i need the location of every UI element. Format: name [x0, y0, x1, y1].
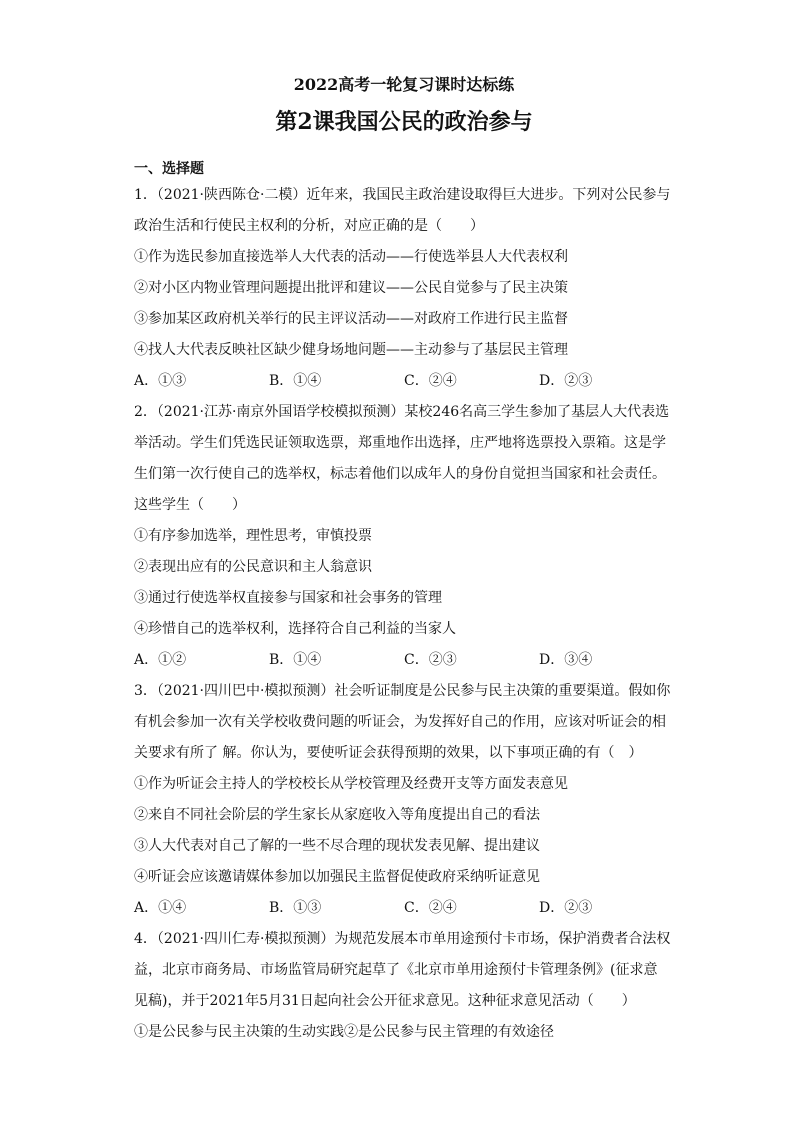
question-4 [134, 924, 674, 1048]
question-line: 生们第一次行使自己的选举权，标志着他们以成年人的身份自觉担当国家和社会责任。 [134, 466, 666, 482]
question-line: 这些学生（ ） [134, 497, 246, 513]
question-line: 关要求有所了 解。你认为，要使听证会获得预期的效果，以下事项正确的有（ ） [134, 745, 643, 761]
question-1 [134, 180, 674, 397]
answer-option-b: B．①④ [269, 373, 322, 389]
answer-option-d: D．②③ [539, 373, 593, 389]
question-line: ①有序参加选举，理性思考，审慎投票 [134, 528, 372, 544]
question-line: ③通过行使选举权直接参与国家和社会事务的管理 [134, 590, 442, 606]
answer-option-d: D．②③ [539, 900, 593, 916]
answer-option-a: A．①④ [134, 900, 187, 916]
question-line: ①是公民参与民主决策的生动实践②是公民参与民主管理的有效途径 [134, 1024, 554, 1040]
question-stem: 2．（2021·江苏·南京外国语学校模拟预测）某校246名高三学生参加了基层人大代表选 [134, 404, 670, 420]
answer-options [134, 893, 674, 924]
question-stem: 1．（2021·陕西陈仓·二模）近年来，我国民主政治建设取得巨大进步。下列对公民参与 [134, 187, 671, 203]
question-line: ①作为听证会主持人的学校校长从学校管理及经费开支等方面发表意见 [134, 776, 568, 792]
question-line: ③人大代表对自己了解的一些不尽合理的现状发表见解、提出建议 [134, 838, 540, 854]
question-line: ③参加某区政府机关举行的民主评议活动——对政府工作进行民主监督 [134, 311, 568, 327]
document-title: 2022高考一轮复习课时达标练 [293, 75, 515, 94]
question-2 [134, 397, 674, 676]
answer-option-a: A．①③ [134, 373, 187, 389]
question-line: 见稿)，并于2021年5月31日起向社会公开征求意见。这种征求意见活动（ ） [134, 993, 636, 1009]
section-heading: 一、选择题 [134, 161, 204, 177]
question-list [134, 180, 674, 1048]
question-line: ②来自不同社会阶层的学生家长从家庭收入等角度提出自己的看法 [134, 807, 540, 823]
question-stem: 3．（2021·四川巴中·模拟预测）社会听证制度是公民参与民主决策的重要渠道。假如你 [134, 683, 671, 699]
question-line: ④听证会应该邀请媒体参加以加强民主监督促使政府采纳听证意见 [134, 869, 540, 885]
question-line: ②对小区内物业管理问题提出批评和建议——公民自觉参与了民主决策 [134, 280, 568, 296]
answer-options [134, 645, 674, 676]
question-line: 举活动。学生们凭选民证领取选票，郑重地作出选择，庄严地将选票投入票箱。这是学 [134, 435, 666, 451]
question-line: ④找人大代表反映社区缺少健身场地问题——主动参与了基层民主管理 [134, 342, 568, 358]
answer-option-d: D．③④ [539, 652, 593, 668]
question-3 [134, 676, 674, 924]
question-line: ①作为选民参加直接选举人大代表的活动——行使选举县人大代表权利 [134, 249, 568, 265]
answer-option-b: B．①④ [269, 652, 322, 668]
answer-option-b: B．①③ [269, 900, 322, 916]
answer-option-c: C．②③ [404, 652, 457, 668]
answer-option-c: C．②④ [404, 900, 457, 916]
answer-option-c: C．②④ [404, 373, 457, 389]
answer-options [134, 366, 674, 397]
question-line: ②表现出应有的公民意识和主人翁意识 [134, 559, 372, 575]
question-line: ④珍惜自己的选举权利，选择符合自己利益的当家人 [134, 621, 456, 637]
question-line: 益，北京市商务局、市场监管局研究起草了《北京市单用途预付卡管理条例》(征求意 [134, 962, 658, 978]
lesson-title: 第2课我国公民的政治参与 [275, 109, 533, 135]
question-stem: 4．（2021·四川仁寿·模拟预测）为规范发展本市单用途预付卡市场，保护消费者合法权 [134, 931, 671, 947]
question-line: 政治生活和行使民主权利的分析，对应正确的是（ ） [134, 218, 484, 234]
question-line: 有机会参加一次有关学校收费问题的听证会，为发挥好自己的作用，应该对听证会的相 [134, 714, 666, 730]
answer-option-a: A．①② [134, 652, 187, 668]
